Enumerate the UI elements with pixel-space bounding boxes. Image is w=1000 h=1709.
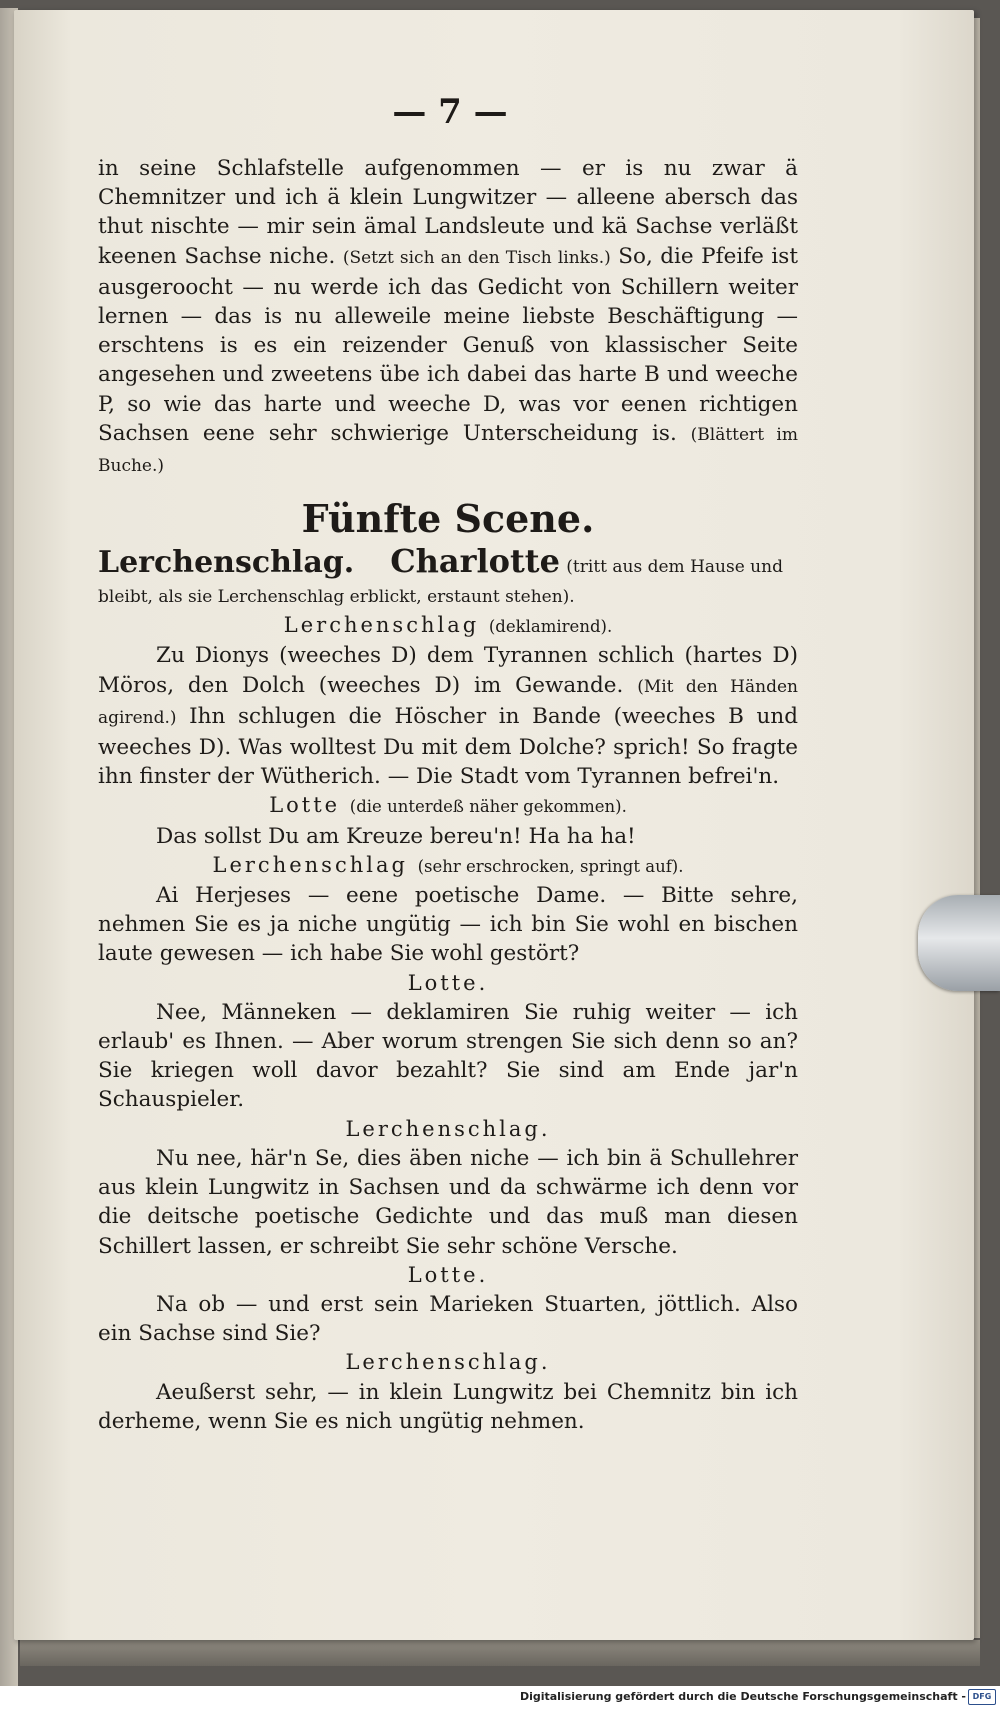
scene-title: Fünfte Scene. (301, 496, 595, 542)
book-bottom-edge (20, 1640, 980, 1666)
dialogue-line: Aeußerst sehr, — in klein Lungwitz bei Chemnitz bin ich derheme, wenn Sie es nich ungütig nehmen. (98, 1379, 798, 1434)
dialogue-line: Na ob — und erst sein Marieken Stuarten, jöttlich. Also ein Sachse sind Sie? (98, 1291, 798, 1347)
stage-direction: (Setzt sich an den Tisch links.) (342, 247, 611, 268)
page-clip-tab (918, 895, 1000, 991)
stage-direction: (Blättert im Buche.) (98, 424, 798, 477)
speaker-name: Lerchenschlag. (345, 1116, 551, 1141)
footer-credit: Digitalisierung gefördert durch die Deutsche Forschungsgemeinschaft - (519, 1690, 966, 1703)
dfg-logo: DFG (968, 1689, 996, 1705)
speaker-name: Lotte. (407, 970, 489, 995)
speaker-name: Lotte (die unterdeß näher gekommen). (269, 793, 627, 818)
dialogue-line: Nu nee, här'n Se, dies äben niche — ich bin ä Schullehrer aus klein Lungwitz in Sachsen und da schwärme ich denn vor die deitsche poetische Gedichte und das muß man diesen Schillert lassen, er schreibt Sie sehr schöne Versche. (98, 1145, 798, 1259)
scene-persons: Lerchenschlag. Charlotte (tritt aus dem Hause und bleibt, als sie Lerchenschlag erblickt, erstaunt stehen). (98, 542, 783, 608)
speaker-name: Lerchenschlag (deklamirend). (283, 613, 613, 638)
page-body (98, 154, 798, 1436)
speaker-name: Lerchenschlag (sehr erschrocken, springt auf). (212, 852, 684, 877)
dialogue-line: Nee, Männeken — deklamiren Sie ruhig weiter — ich erlaub' es Ihnen. — Aber worum strengen Sie sich denn so an? Sie kriegen woll davor bezahlt? Sie sind am Ende jar'n Schauspieler. (98, 999, 798, 1113)
dialogue-line: Das sollst Du am Kreuze bereu'n! Ha ha ha! (156, 823, 636, 849)
speaker-name: Lotte. (407, 1262, 489, 1287)
opening-paragraph: in seine Schlafstelle aufgenommen — er is nu zwar ä Chemnitzer und ich ä klein Lungwitzer — alleene abersch das thut nischte — mir sein ämal Landsleute und kä Sachse verläßt keenen Sachse niche. (Setzt sich an den Tisch links.) So, die Pfeife ist ausgeroocht — nu werde ich das Gedicht von Schillern weiter lernen — das is nu alleweile meine liebste Beschäftigung — erschtens is es ein reizender Genuß von klassischer Seite angesehen und zweetens übe ich dabei das harte B und weeche P, so wie das harte und weeche D, was vor eenen richtigen Sachsen eene sehr schwierige Unterscheidung is. (Blättert im Buche.) (98, 156, 798, 477)
dialogue-line: Ai Herjeses — eene poetische Dame. — Bitte sehre, nehmen Sie es ja niche ungütig — ich bin Sie wohl en bischen laute gewesen — ich habe Sie wohl gestört? (98, 883, 798, 967)
stage-direction: (tritt aus dem Hause und bleibt, als sie Lerchenschlag erblickt, erstaunt stehen). (98, 557, 783, 608)
page-number: — 7 — (392, 92, 508, 132)
dialogue-line: Zu Dionys (weeches D) dem Tyrannen schlich (hartes D) Möros, den Dolch (weeches D) im Gewande. (Mit den Händen agirend.) Ihn schlugen die Höscher in Bande (weeches B und weeches D). Was wolltest Du mit dem Dolche? sprich! So fragte ihn finster der Wütherich. — Die Stadt vom Tyrannen befrei'n. (98, 643, 798, 790)
speaker-name: Lerchenschlag. (345, 1350, 551, 1375)
